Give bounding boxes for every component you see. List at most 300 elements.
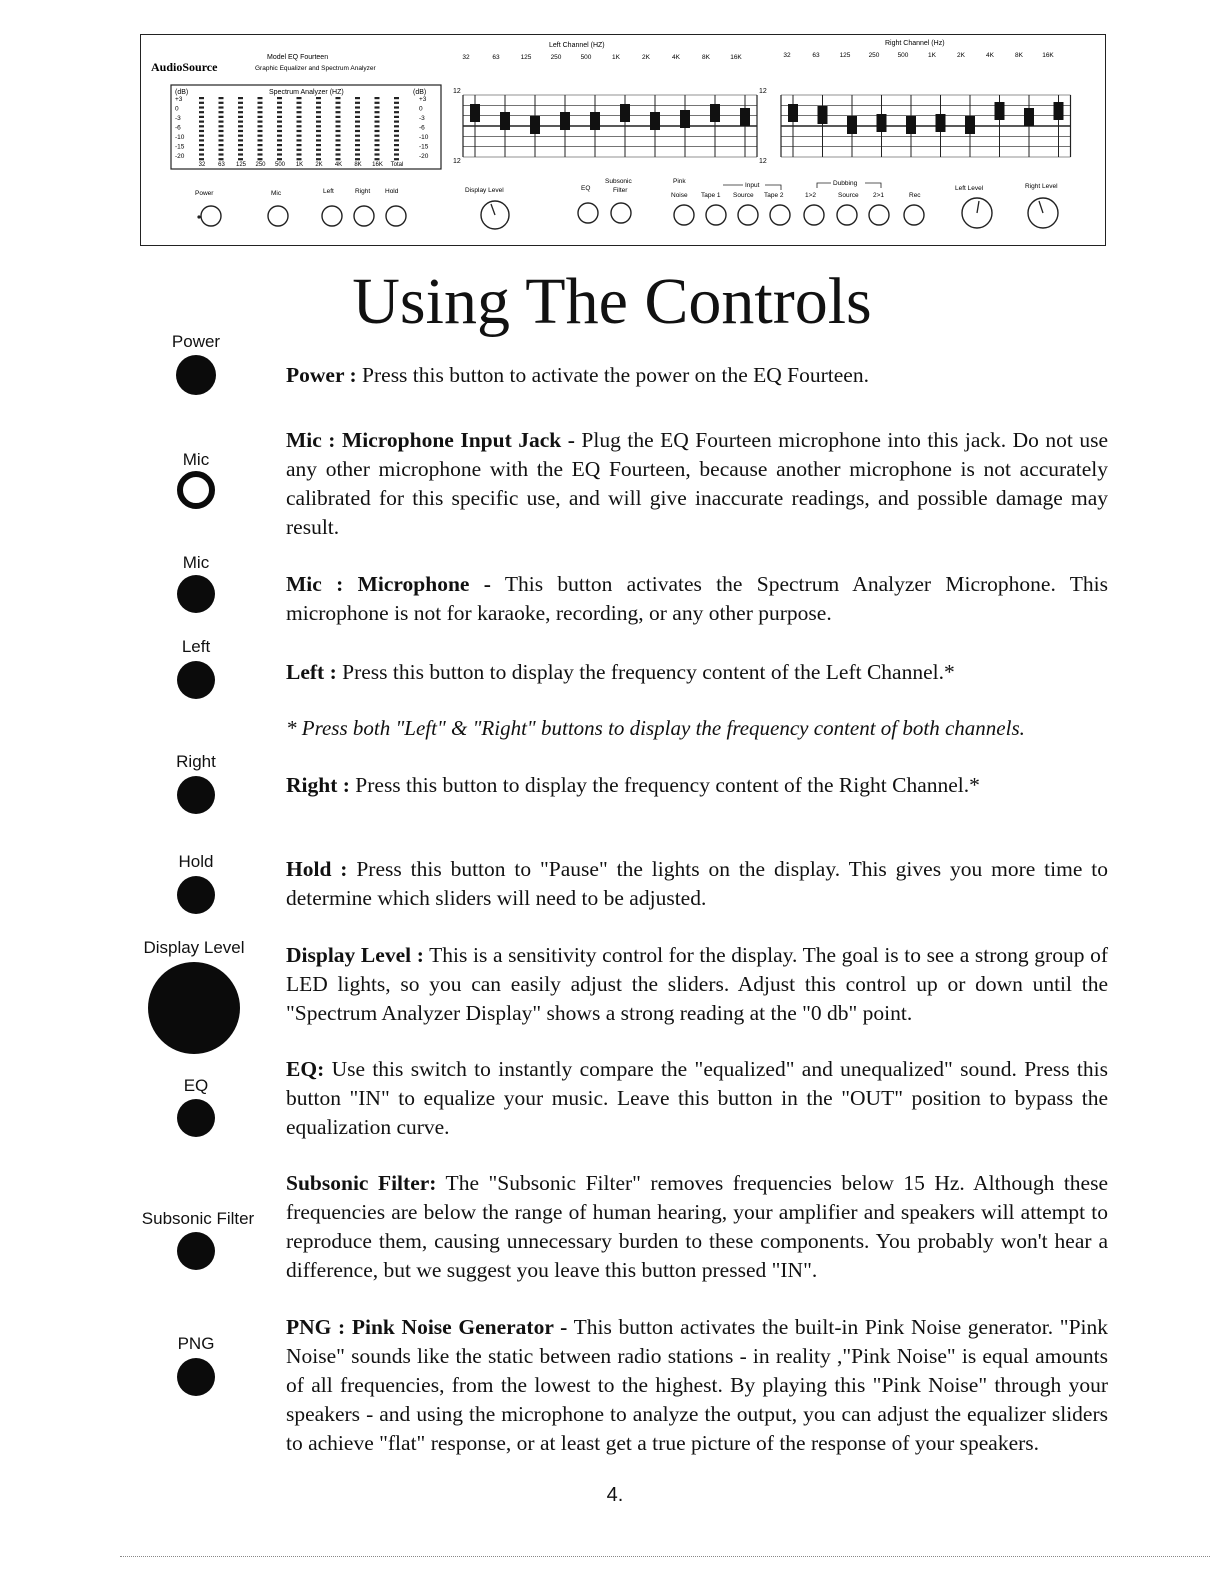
freq-label: 1K bbox=[612, 54, 620, 61]
freq-label: 8K bbox=[1015, 52, 1023, 59]
freq-label: 250 bbox=[868, 52, 880, 59]
led-segment bbox=[355, 158, 360, 160]
led-segment bbox=[355, 116, 360, 118]
slider-knob[interactable] bbox=[500, 112, 510, 130]
led-segment bbox=[238, 125, 243, 127]
led-segment bbox=[219, 97, 224, 99]
led-segment bbox=[297, 102, 302, 104]
led-segment bbox=[355, 125, 360, 127]
panel-tape2-button[interactable] bbox=[770, 205, 790, 225]
slider-knob[interactable] bbox=[470, 104, 480, 122]
left-channel-label: Left Channel (HZ) bbox=[549, 42, 605, 49]
db-scale-label: -20 bbox=[175, 153, 185, 160]
left-frequency-labels bbox=[462, 54, 742, 61]
led-segment bbox=[277, 135, 282, 137]
slider-knob[interactable] bbox=[710, 104, 720, 122]
led-segment bbox=[336, 116, 341, 118]
led-segment bbox=[394, 149, 399, 151]
led-segment bbox=[219, 130, 224, 132]
led-segment bbox=[297, 97, 302, 99]
led-segment bbox=[316, 121, 321, 123]
slider-knob[interactable] bbox=[740, 108, 750, 126]
panel-dub-source-button[interactable] bbox=[837, 205, 857, 225]
db-scale-label: 0 bbox=[175, 105, 179, 113]
freq-label: 16K bbox=[730, 54, 742, 61]
led-segment bbox=[199, 97, 204, 99]
desc-png bbox=[286, 1313, 1108, 1458]
led-segment bbox=[375, 121, 380, 123]
slider-scale-top-right: 12 bbox=[759, 88, 767, 95]
left-button-icon bbox=[177, 661, 215, 699]
slider-knob[interactable] bbox=[680, 110, 690, 128]
led-segment bbox=[277, 139, 282, 141]
spectrum-freq-label: 16K bbox=[372, 162, 383, 168]
led-segment bbox=[199, 158, 204, 160]
led-segment bbox=[336, 153, 341, 155]
led-segment bbox=[258, 102, 263, 104]
led-segment bbox=[355, 102, 360, 104]
label-mic: Mic bbox=[182, 553, 210, 572]
led-segment bbox=[277, 106, 282, 108]
led-segment bbox=[297, 130, 302, 132]
freq-label: 4K bbox=[986, 52, 994, 59]
term-power: Power : bbox=[286, 363, 357, 387]
led-segment bbox=[355, 135, 360, 137]
led-segment bbox=[336, 121, 341, 123]
led-segment bbox=[297, 158, 302, 160]
spectrum-label: Spectrum Analyzer (HZ) bbox=[269, 89, 344, 96]
led-segment bbox=[277, 130, 282, 132]
led-segment bbox=[238, 158, 243, 160]
led-segment bbox=[336, 158, 341, 160]
panel-label-hold: Hold bbox=[385, 188, 399, 195]
led-segment bbox=[199, 135, 204, 137]
panel-label-left-level: Left Level bbox=[955, 185, 984, 192]
led-segment bbox=[375, 144, 380, 146]
slider-knob[interactable] bbox=[995, 102, 1005, 120]
front-panel-svg bbox=[141, 35, 1107, 247]
led-segment bbox=[238, 149, 243, 151]
led-segment bbox=[336, 97, 341, 99]
panel-rec-button[interactable] bbox=[904, 205, 924, 225]
led-segment bbox=[297, 153, 302, 155]
led-segment bbox=[238, 121, 243, 123]
desc-eq bbox=[286, 1055, 1108, 1142]
page-number: 4. bbox=[606, 1484, 624, 1506]
led-segment bbox=[336, 130, 341, 132]
led-segment bbox=[316, 106, 321, 108]
led-segment bbox=[355, 111, 360, 113]
slider-scale-bottom-left: 12 bbox=[453, 158, 461, 165]
led-segment bbox=[199, 111, 204, 113]
led-segment bbox=[258, 149, 263, 151]
led-segment bbox=[199, 125, 204, 127]
panel-label-pink: Pink bbox=[673, 178, 686, 185]
led-segment bbox=[297, 144, 302, 146]
db-scale-label: +3 bbox=[175, 96, 183, 103]
panel-right-button[interactable] bbox=[354, 206, 374, 226]
led-segment bbox=[219, 135, 224, 137]
freq-label: 2K bbox=[957, 52, 965, 59]
led-segment bbox=[199, 102, 204, 104]
led-segment bbox=[277, 111, 282, 113]
text-power: Press this button to activate the power on the EQ Fourteen. bbox=[356, 363, 869, 387]
panel-label-mic: Mic bbox=[271, 190, 282, 197]
led-segment bbox=[258, 111, 263, 113]
led-segment bbox=[199, 106, 204, 108]
led-segment bbox=[238, 139, 243, 141]
slider-knob[interactable] bbox=[965, 116, 975, 134]
freq-label: 250 bbox=[550, 54, 562, 61]
db-label-right: (dB) bbox=[413, 89, 427, 96]
desc-left bbox=[286, 658, 1108, 687]
label-hold: Hold bbox=[178, 852, 214, 871]
label-power: Power bbox=[171, 332, 221, 351]
freq-label: 2K bbox=[642, 54, 650, 61]
led-segment bbox=[316, 116, 321, 118]
power-indicator-dot bbox=[197, 215, 200, 218]
led-segment bbox=[316, 153, 321, 155]
led-segment bbox=[355, 153, 360, 155]
led-segment bbox=[219, 149, 224, 151]
panel-label-source: Source bbox=[733, 192, 754, 199]
led-segment bbox=[199, 139, 204, 141]
panel-label-tape2: Tape 2 bbox=[764, 192, 784, 199]
desc-mic bbox=[286, 570, 1108, 628]
led-segment bbox=[258, 144, 263, 146]
desc-power bbox=[286, 361, 1108, 390]
led-segment bbox=[258, 125, 263, 127]
desc-subsonic-filter bbox=[286, 1169, 1108, 1285]
panel-eq-button[interactable] bbox=[578, 203, 598, 223]
text-mic: This button activates the Spectrum Analyzer Microphone. This microphone is not for karaoke, recording, or any other purpose. bbox=[286, 572, 1108, 625]
freq-label: 4K bbox=[672, 54, 680, 61]
slider-knob[interactable] bbox=[590, 112, 600, 130]
led-segment bbox=[258, 97, 263, 99]
led-segment bbox=[258, 116, 263, 118]
db-scale-label: -15 bbox=[419, 143, 429, 151]
freq-label: 8K bbox=[702, 54, 710, 61]
freq-label: 125 bbox=[520, 54, 532, 61]
led-segment bbox=[238, 106, 243, 108]
panel-source-button[interactable] bbox=[738, 205, 758, 225]
desc-display-level bbox=[286, 941, 1108, 1028]
db-scale-label: -6 bbox=[419, 124, 425, 132]
panel-tape1-button[interactable] bbox=[706, 205, 726, 225]
db-scale-label: -3 bbox=[175, 115, 181, 122]
desc-right bbox=[286, 771, 1108, 800]
spectrum-freq-label: 63 bbox=[218, 162, 225, 168]
slider-knob[interactable] bbox=[936, 114, 946, 132]
led-segment bbox=[277, 97, 282, 99]
led-segment bbox=[297, 125, 302, 127]
db-scale-label: -10 bbox=[175, 134, 185, 141]
term-hold: Hold : bbox=[286, 857, 348, 881]
term-display-level: Display Level : bbox=[286, 943, 424, 967]
text-display-level: This is a sensitivity control for the display. The goal is to see a strong group of LED lights, so you can easily adjust the sliders. Adjust this control up or down until the "Spectrum Analyzer Display" shows a strong reading at the "0 db" point. bbox=[286, 943, 1108, 1025]
slider-knob[interactable] bbox=[1024, 108, 1034, 126]
panel-label-eq: EQ bbox=[581, 185, 591, 192]
led-segment bbox=[316, 149, 321, 151]
freq-label: 500 bbox=[897, 52, 909, 59]
led-segment bbox=[219, 116, 224, 118]
term-png: PNG : Pink Noise Generator - bbox=[286, 1315, 568, 1339]
db-scale-label: -20 bbox=[419, 153, 429, 160]
led-segment bbox=[297, 121, 302, 123]
freq-label: 63 bbox=[812, 52, 820, 59]
panel-label-display-level: Display Level bbox=[465, 187, 504, 194]
led-segment bbox=[375, 102, 380, 104]
led-segment bbox=[375, 116, 380, 118]
led-segment bbox=[219, 144, 224, 146]
spectrum-freq-label: 250 bbox=[255, 162, 266, 168]
db-scale-label: +3 bbox=[419, 96, 427, 103]
led-segment bbox=[355, 139, 360, 141]
spectrum-freq-label: Total bbox=[390, 162, 404, 168]
led-segment bbox=[316, 158, 321, 160]
term-mic-jack: Mic : Microphone Input Jack - bbox=[286, 428, 575, 452]
text-mic-jack: Plug the EQ Fourteen microphone into this jack. Do not use any other microphone with the EQ Fourteen, because another microphone is not accurately calibrated for this specific use, and will give inaccurate readings, and possible damage may result. bbox=[286, 428, 1109, 539]
panel-dub-2to1-button[interactable] bbox=[869, 205, 889, 225]
model-text: Model EQ Fourteen bbox=[267, 54, 329, 61]
spectrum-freq-label: 32 bbox=[198, 162, 206, 168]
left-channel-sliders[interactable] bbox=[463, 95, 757, 157]
freq-label: 32 bbox=[783, 52, 791, 59]
led-segment bbox=[258, 153, 263, 155]
led-segment bbox=[297, 111, 302, 113]
panel-label-dub-source: Source bbox=[838, 192, 859, 199]
led-segment bbox=[258, 130, 263, 132]
mic-button-icon bbox=[177, 575, 215, 613]
led-segment bbox=[375, 125, 380, 127]
led-segment bbox=[394, 158, 399, 160]
db-scale-label: -3 bbox=[419, 115, 425, 122]
text-left: Press this button to display the frequency content of the Left Channel.* bbox=[336, 660, 955, 684]
brand-logo: AudioSource bbox=[151, 60, 218, 74]
led-segment bbox=[277, 116, 282, 118]
led-segment bbox=[238, 111, 243, 113]
led-segment bbox=[219, 153, 224, 155]
led-segment bbox=[394, 97, 399, 99]
panel-label-input: Input bbox=[745, 182, 760, 189]
text-hold: Press this button to "Pause" the lights on the display. This gives you more time to determine which sliders will need to be adjusted. bbox=[286, 857, 1108, 910]
text-right: Press this button to display the frequency content of the Right Channel.* bbox=[349, 773, 980, 797]
label-eq: EQ bbox=[183, 1076, 209, 1095]
led-segment bbox=[375, 130, 380, 132]
led-segment bbox=[394, 125, 399, 127]
panel-label-2to1: 2>1 bbox=[873, 192, 885, 199]
db-scale-right bbox=[419, 96, 429, 160]
freq-label: 63 bbox=[492, 54, 500, 61]
led-segment bbox=[394, 106, 399, 108]
panel-label-filter: Filter bbox=[613, 187, 628, 194]
led-segment bbox=[375, 135, 380, 137]
led-segment bbox=[199, 116, 204, 118]
led-segment bbox=[316, 102, 321, 104]
text-png: This button activates the built-in Pink Noise generator. "Pink Noise" sounds like the static between radio stations - in reality ,"Pink Noise" is equal amounts of all frequencies, from the lowest to the highest. By playing this "Pink Noise" through your speakers - and using the microphone to analyze the output, you can adjust the equalizer sliders to achieve "flat" response, or at least get a true picture of the response of your speakers. bbox=[286, 1315, 1109, 1455]
panel-power-button[interactable] bbox=[201, 206, 221, 226]
led-segment bbox=[336, 111, 341, 113]
led-segment bbox=[277, 153, 282, 155]
led-segment bbox=[316, 135, 321, 137]
panel-label-dubbing: Dubbing bbox=[833, 180, 858, 187]
led-segment bbox=[394, 121, 399, 123]
slider-knob[interactable] bbox=[818, 106, 828, 124]
slider-knob[interactable] bbox=[650, 112, 660, 130]
led-segment bbox=[375, 111, 380, 113]
led-segment bbox=[336, 149, 341, 151]
led-segment bbox=[394, 111, 399, 113]
freq-label: 16K bbox=[1042, 52, 1054, 59]
spectrum-freq-label: 4K bbox=[334, 162, 343, 168]
db-scale-label: 0 bbox=[419, 105, 423, 113]
led-segment bbox=[238, 135, 243, 137]
led-segment bbox=[394, 130, 399, 132]
desc-hold bbox=[286, 855, 1108, 913]
led-segment bbox=[355, 144, 360, 146]
led-segment bbox=[375, 153, 380, 155]
led-segment bbox=[316, 125, 321, 127]
label-subsonic-filter: Subsonic Filter bbox=[141, 1209, 255, 1228]
led-segment bbox=[336, 139, 341, 141]
subtitle-text: Graphic Equalizer and Spectrum Analyzer bbox=[255, 65, 376, 72]
spectrum-freq-label: 8K bbox=[354, 162, 362, 168]
db-scale-left bbox=[175, 96, 185, 160]
right-channel-label: Right Channel (Hz) bbox=[885, 40, 945, 47]
led-segment bbox=[277, 158, 282, 160]
freq-label: 1K bbox=[928, 52, 936, 59]
led-segment bbox=[238, 116, 243, 118]
db-label-left: (dB) bbox=[175, 89, 189, 96]
slider-knob[interactable] bbox=[788, 104, 798, 122]
led-segment bbox=[336, 144, 341, 146]
led-segment bbox=[355, 149, 360, 151]
led-segment bbox=[258, 121, 263, 123]
panel-label-power: Power bbox=[195, 190, 214, 197]
slider-knob[interactable] bbox=[847, 116, 857, 134]
led-segment bbox=[394, 144, 399, 146]
led-segment bbox=[219, 111, 224, 113]
led-segment bbox=[355, 106, 360, 108]
panel-label-right: Right bbox=[355, 188, 371, 195]
led-segment bbox=[316, 97, 321, 99]
page-title: Using The Controls bbox=[352, 265, 872, 338]
led-segment bbox=[297, 149, 302, 151]
led-segment bbox=[277, 125, 282, 127]
led-segment bbox=[375, 158, 380, 160]
spectrum-freq-label: 2K bbox=[315, 162, 323, 168]
led-segment bbox=[219, 106, 224, 108]
term-subsonic-filter: Subsonic Filter: bbox=[286, 1171, 437, 1195]
label-right: Right bbox=[176, 752, 216, 771]
freq-label: 125 bbox=[839, 52, 851, 59]
led-segment bbox=[355, 121, 360, 123]
slider-knob[interactable] bbox=[906, 116, 916, 134]
panel-pink-noise-button[interactable] bbox=[674, 205, 694, 225]
led-segment bbox=[297, 106, 302, 108]
led-segment bbox=[277, 149, 282, 151]
led-segment bbox=[277, 121, 282, 123]
led-segment bbox=[199, 144, 204, 146]
spectrum-display bbox=[171, 85, 441, 169]
panel-label-subsonic: Subsonic bbox=[605, 178, 632, 185]
led-segment bbox=[316, 144, 321, 146]
subsonic-filter-button-icon bbox=[177, 1232, 215, 1270]
db-scale-label: -15 bbox=[175, 143, 185, 151]
slider-knob[interactable] bbox=[1054, 102, 1064, 120]
eq-button-icon bbox=[177, 1099, 215, 1137]
text-subsonic-filter: The "Subsonic Filter" removes frequencies below 15 Hz. Although these frequencies are below the range of human hearing, your amplifier and speakers will attempt to reproduce them, causing unnecessary burden to these components. You probably won't hear a difference, but we suggest you leave this button pressed "IN". bbox=[286, 1171, 1108, 1282]
led-segment bbox=[355, 130, 360, 132]
hold-button-icon bbox=[177, 876, 215, 914]
label-display-level: Display Level bbox=[143, 938, 245, 957]
led-segment bbox=[375, 106, 380, 108]
panel-hold-button[interactable] bbox=[386, 206, 406, 226]
panel-mic-jack[interactable] bbox=[268, 206, 288, 226]
led-segment bbox=[199, 153, 204, 155]
panel-label-rec: Rec bbox=[909, 192, 921, 199]
freq-label: 500 bbox=[580, 54, 592, 61]
led-segment bbox=[219, 102, 224, 104]
power-button-icon bbox=[176, 355, 216, 395]
led-segment bbox=[316, 111, 321, 113]
panel-subsonic-button[interactable] bbox=[611, 203, 631, 223]
led-segment bbox=[297, 116, 302, 118]
freq-label: 32 bbox=[462, 54, 470, 61]
led-segment bbox=[238, 130, 243, 132]
panel-left-button[interactable] bbox=[322, 206, 342, 226]
led-segment bbox=[375, 139, 380, 141]
led-segment bbox=[277, 102, 282, 104]
led-segment bbox=[394, 135, 399, 137]
led-segment bbox=[219, 158, 224, 160]
spectrum-frequency-labels bbox=[199, 162, 404, 168]
led-segment bbox=[375, 149, 380, 151]
panel-label-noise: Noise bbox=[671, 192, 688, 199]
slider-knob[interactable] bbox=[620, 104, 630, 122]
led-segment bbox=[258, 158, 263, 160]
led-segment bbox=[238, 102, 243, 104]
slider-knob[interactable] bbox=[560, 112, 570, 130]
right-frequency-labels bbox=[783, 52, 1054, 59]
led-segment bbox=[394, 153, 399, 155]
led-segment bbox=[316, 130, 321, 132]
slider-knob[interactable] bbox=[877, 114, 887, 132]
panel-dub-1to2-button[interactable] bbox=[804, 205, 824, 225]
slider-scale-top-left: 12 bbox=[453, 88, 461, 95]
led-segment bbox=[394, 139, 399, 141]
spectrum-freq-label: 500 bbox=[274, 162, 286, 168]
led-segment bbox=[258, 139, 263, 141]
label-left: Left bbox=[181, 637, 211, 656]
right-channel-sliders[interactable] bbox=[781, 95, 1071, 157]
led-segment bbox=[199, 149, 204, 151]
display-level-knob-icon bbox=[148, 962, 240, 1054]
led-segment bbox=[336, 125, 341, 127]
slider-knob[interactable] bbox=[530, 116, 540, 134]
db-scale-label: -10 bbox=[419, 134, 429, 141]
led-segment bbox=[258, 106, 263, 108]
panel-label-right-level: Right Level bbox=[1025, 183, 1058, 190]
slider-scale-bottom-right: 12 bbox=[759, 158, 767, 165]
both-channels-note: * Press both "Left" & "Right" buttons to display the frequency content of both channels. bbox=[286, 716, 1025, 740]
led-segment bbox=[238, 144, 243, 146]
led-segment bbox=[219, 121, 224, 123]
led-segment bbox=[238, 153, 243, 155]
led-segment bbox=[238, 97, 243, 99]
led-segment bbox=[394, 116, 399, 118]
spectrum-freq-label: 1K bbox=[295, 162, 304, 168]
